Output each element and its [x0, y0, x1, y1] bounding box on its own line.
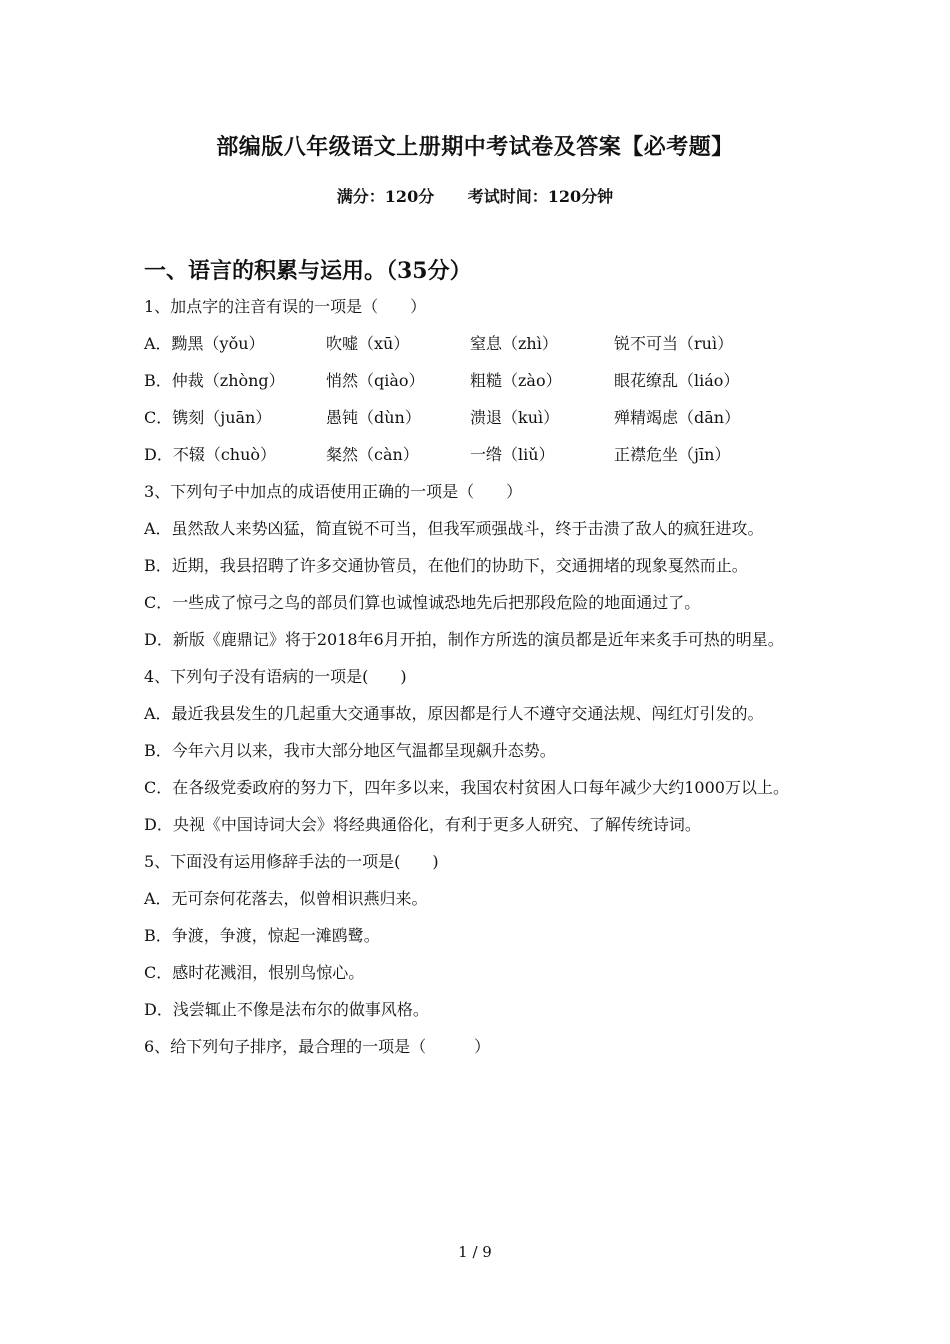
question-5-stem: 5、下面没有运用修辞手法的一项是( )	[144, 852, 439, 871]
page-title: 部编版八年级语文上册期中考试卷及答案【必考题】	[216, 134, 734, 160]
option-cell: 溃退（kuì）	[470, 408, 560, 427]
option-cell: D．不辍（chuò）	[144, 445, 277, 464]
question-5-option-a: A．无可奈何花落去，似曾相识燕归来。	[144, 889, 428, 908]
option-cell: 粲然（càn）	[326, 445, 419, 464]
question-5-option-c: C．感时花溅泪，恨别鸟惊心。	[144, 963, 365, 982]
option-cell: 悄然（qiào）	[326, 371, 425, 390]
question-5-option-b: B．争渡，争渡，惊起一滩鸥鹭。	[144, 926, 380, 945]
question-1-row-c	[144, 399, 809, 436]
question-4-option-b: B．今年六月以来，我市大部分地区气温都呈现飙升态势。	[144, 741, 556, 760]
question-1-row-b	[144, 362, 809, 399]
question-1-row-d	[144, 436, 809, 473]
option-cell: 愚钝（dùn）	[326, 408, 421, 427]
option-cell: 眼花缭乱（liáo）	[614, 371, 740, 390]
question-4-option-d: D．央视《中国诗词大会》将经典通俗化，有利于更多人研究、了解传统诗词。	[144, 815, 701, 834]
option-cell: 锐不可当（ruì）	[614, 334, 734, 353]
option-cell: A．黝黑（yǒu）	[144, 334, 265, 353]
question-4-option-c: C．在各级党委政府的努力下，四年多以来，我国农村贫困人口每年减少大约1000万以上。	[144, 778, 789, 797]
question-body	[144, 288, 809, 1065]
question-3-option-a: A．虽然敌人来势凶猛，简直锐不可当，但我军顽强战斗，终于击溃了敌人的疯狂进攻。	[144, 519, 764, 538]
question-3-option-c: C．一些成了惊弓之鸟的部员们算也诚惶诚恐地先后把那段危险的地面通过了。	[144, 593, 701, 612]
question-4-option-a: A．最近我县发生的几起重大交通事故，原因都是行人不遵守交通法规、闯红灯引发的。	[144, 704, 764, 723]
exam-info	[0, 184, 950, 207]
option-cell: 一绺（liǔ）	[470, 445, 555, 464]
question-1-stem: 1、加点字的注音有误的一项是（ ）	[144, 297, 427, 316]
question-3-stem: 3、下列句子中加点的成语使用正确的一项是（ ）	[144, 482, 523, 501]
option-cell: B．仲裁（zhòng）	[144, 371, 285, 390]
question-6-stem: 6、给下列句子排序，最合理的一项是（ ）	[144, 1037, 491, 1056]
section-heading-1: 一、语言的积累与运用。（35分）	[144, 258, 472, 284]
page-number: 1 / 9	[458, 1243, 492, 1261]
question-4-stem: 4、下列句子没有语病的一项是( )	[144, 667, 407, 686]
exam-time: 考试时间：120分钟	[467, 187, 614, 206]
question-1-row-a	[144, 325, 809, 362]
option-cell: 吹嘘（xū）	[326, 334, 410, 353]
question-5-option-d: D．浅尝辄止不像是法布尔的做事风格。	[144, 1000, 429, 1019]
option-cell: 窒息（zhì）	[470, 334, 558, 353]
option-cell: 正襟危坐（jīn）	[614, 445, 731, 464]
option-cell: 粗糙（zào）	[470, 371, 562, 390]
option-cell: C．镌刻（juān）	[144, 408, 272, 427]
full-score: 满分：120分	[336, 187, 435, 206]
option-cell: 殚精竭虑（dān）	[614, 408, 741, 427]
question-3-option-b: B．近期，我县招聘了许多交通协管员，在他们的协助下，交通拥堵的现象戛然而止。	[144, 556, 748, 575]
question-3-option-d: D．新版《鹿鼎记》将于2018年6月开拍，制作方所选的演员都是近年来炙手可热的明星。	[144, 630, 784, 649]
